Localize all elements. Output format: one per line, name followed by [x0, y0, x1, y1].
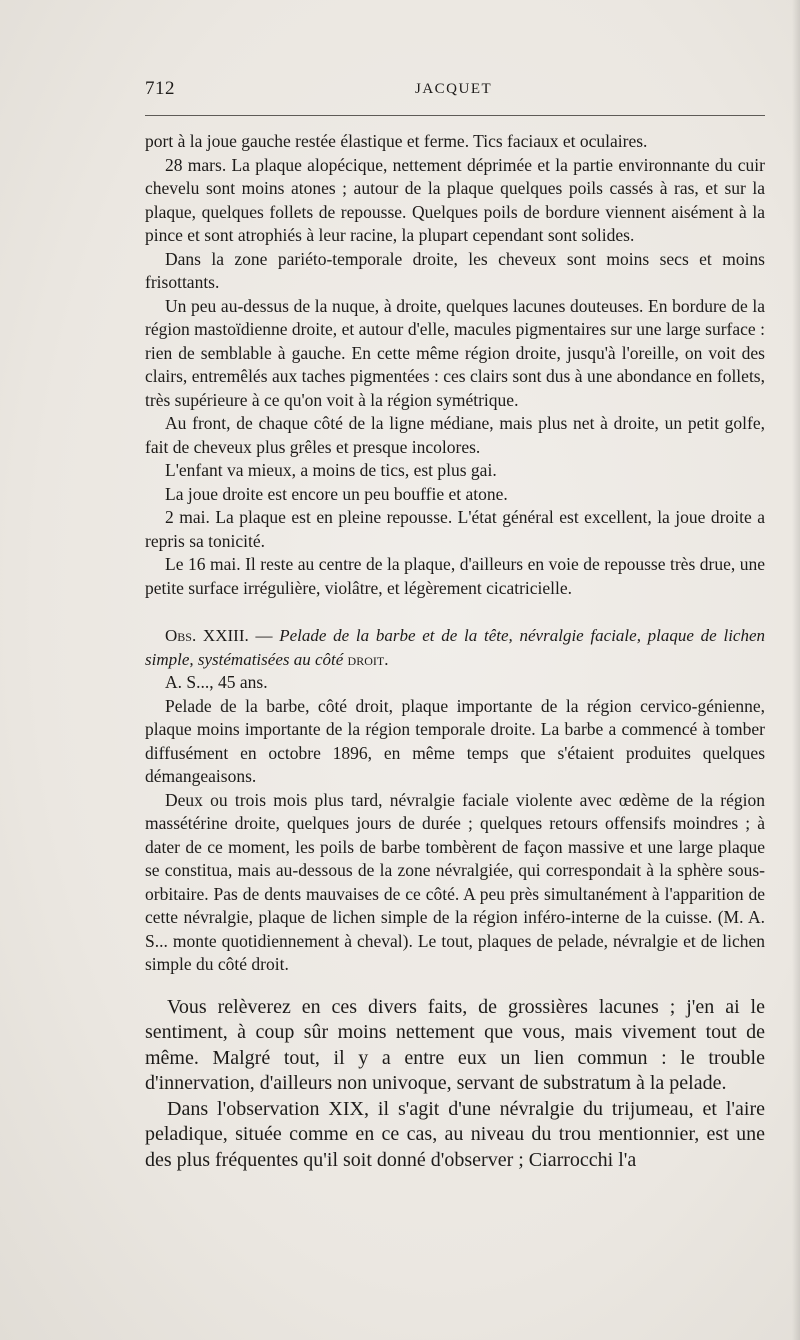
page-body: [145, 130, 765, 1173]
observation-patient: A. S..., 45 ans.: [165, 672, 268, 692]
observation-paragraph: Deux ou trois mois plus tard, névralgie faciale violente avec œdème de la région massétérine droite, quelques jours de durée ; quelques retours offensifs moindres ; à dater de ce moment, les poils de barbe tombèrent de façon massive et une large plaque se constitua, mais au-dessous de la zone névralgiée, qui correspondait à la sphère sous-orbitaire. Pas de dents mauvaises de ce côté. A peu près simultanément à l'apparition de cette névralgie, plaque de lichen simple de la région inféro-interne de la cuisse. (M. A. S... monte quotidiennement à cheval). Le tout, plaques de pelade, névralgie et de lichen simple du côté droit.: [145, 789, 765, 974]
body-paragraph: 28 mars. La plaque alopécique, nettement déprimée et la partie environnante du cuir chevelu sont moins atones ; autour de la plaque quelques poils cassés à ras, et sur la plaque, quelques follets de repousse. Quelques poils de bordure viennent aisément à la pince et sont atrophiés à leur racine, la plupart cependant sont solides.: [145, 154, 765, 245]
body-paragraph: Le 16 mai. Il reste au centre de la plaque, d'ailleurs en voie de repousse très drue, une petite surface irrégulière, violâtre, et légèrement cicatricielle.: [145, 554, 765, 598]
observation-paragraph: Pelade de la barbe, côté droit, plaque importante de la région cervico-génienne, plaque moins importante de la région temporale droite. La barbe a commencé à tomber diffusément en octobre 1896, en même temps que s'étaient produites quelques démangeaisons.: [145, 695, 765, 786]
page-header: [145, 78, 765, 104]
lecture-text: [145, 995, 765, 1174]
observation-title: Pelade de la barbe et de la tête, névralgie faciale, plaque de lichen simple, systématisées au côté: [145, 626, 766, 669]
body-paragraph: L'enfant va mieux, a moins de tics, est plus gai.: [165, 460, 497, 480]
section-gap: [145, 977, 765, 995]
observation-title-end: droit.: [347, 649, 389, 669]
header-rule: [145, 115, 765, 116]
observation-label: Obs. XXIII. —: [165, 626, 273, 645]
lecture-paragraph: Vous relèverez en ces divers faits, de grossières lacunes ; j'en ai le sentiment, à coup sûr moins nettement que vous, mais vivement tout de même. Malgré tout, il y a entre eux un lien commun : le trouble d'innervation, d'ailleurs non univoque, servant de substratum à la pelade.: [145, 995, 765, 1094]
page-number: 712: [145, 78, 175, 99]
running-head: JACQUET: [415, 81, 493, 97]
lecture-paragraph: Dans l'observation XIX, il s'agit d'une névralgie du trijumeau, et l'aire peladique, située comme en ce cas, au niveau du trou mentionnier, est une des plus fréquentes qu'il soit donné d'observer ; Ciarrocchi l'a: [145, 1097, 765, 1171]
body-paragraph: La joue droite est encore un peu bouffie et atone.: [165, 483, 508, 504]
body-paragraph: port à la joue gauche restée élastique et ferme. Tics faciaux et oculaires.: [145, 131, 648, 151]
body-paragraph: 2 mai. La plaque est en pleine repousse. L'état général est excellent, la joue droite a repris sa tonicité.: [145, 507, 765, 551]
body-paragraph: Dans la zone pariéto-temporale droite, les cheveux sont moins secs et moins frisottants.: [145, 248, 765, 292]
observation-heading: [145, 624, 765, 671]
body-paragraph: Un peu au-dessus de la nuque, à droite, quelques lacunes douteuses. En bordure de la région mastoïdienne droite, et autour d'elle, macules pigmentaires sur une large surface : rien de semblable à gauche. En cette même région droite, jusqu'à l'oreille, on voit des clairs, entremêlés aux taches pigmentées : ces clairs sont dus à une abondance en follets, très supérieure à ce qu'on voit à la région symétrique.: [145, 295, 765, 410]
body-paragraph: Au front, de chaque côté de la ligne médiane, mais plus net à droite, un petit golfe, fait de cheveux plus grêles et presque incolores.: [145, 413, 765, 457]
